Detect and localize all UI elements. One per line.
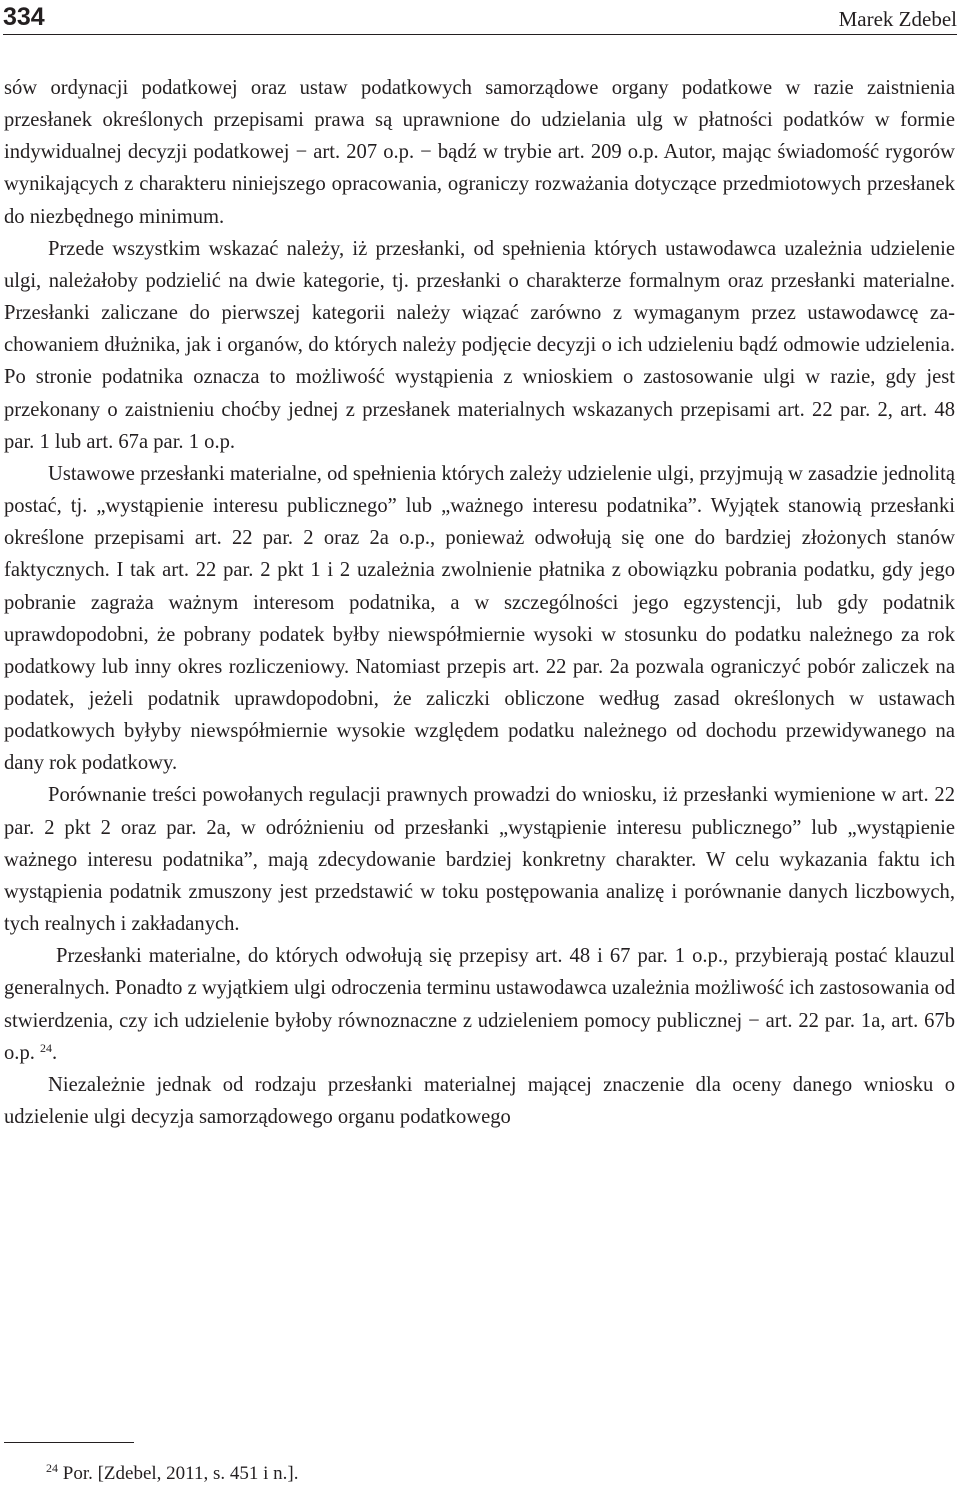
paragraph: sów ordynacji podatkowej oraz ustaw podatkowych samorządowe organy podatkowe w razie zaistnienia przesłanek określonych przepisami prawa są uprawnione do udzielania ulg w płatności podatków w formie indywidualnej decyzji podatkowej − art. 207 o.p. − bądź w trybie art. 209 o.p. Autor, mając świadomość rygorów wynikających z charakteru niniejszego opracowania, ograniczy rozważania dotyczące przedmiotowych przesłanek do niezbędnego minimum. bbox=[4, 77, 955, 228]
paragraph-text: Przesłanki materialne, do których odwołują się przepisy art. 48 i 67 par. 1 o.p., przybierają postać klauzul generalnych. Ponadto z wyjątkiem ulgi odroczenia terminu ustawodawca uzależnia możliwość ich zastosowania od stwierdzenia, czy ich udzielenie byłoby równoznaczne z udzieleniem pomocy publicznej − art. 22 par. 1a, art. 67b o.p. bbox=[4, 945, 955, 1064]
paragraph: Przede wszystkim wskazać należy, iż przesłanki, od spełnienia których ustawodawca uzależnia udzielenie ulgi, należałoby podzielić na dwie kategorie, tj. przesłanki o charakterze formalnym oraz przesłanki materialne. Przesłanki zaliczane do pierwszej kategorii należy wiązać zarówno z wymaganym przez ustawodawcę zachowaniem dłużnika, jak i organów, do których należy podjęcie decyzji o ich udzieleniu bądź odmowie udzielenia. Po stronie podatnika oznacza to możliwość wystąpienia z wnioskiem o zastosowanie ulgi w razie, gdy jest przekonany o zaistnieniu choćby jednej z przesłanek materialnych wskazanych przepisami art. 22 par. 2, art. 48 par. 1 lub art. 67a par. 1 o.p. bbox=[4, 237, 955, 453]
paragraph: Niezależnie jednak od rodzaju przesłanki materialnej mającej znaczenie dla oceny danego wniosku o udzielenie ulgi decyzja samorządowego organu podatkowego bbox=[4, 1073, 955, 1128]
paragraph-tail: . bbox=[52, 1041, 58, 1064]
page-number: 334 bbox=[3, 3, 45, 31]
footnote-text: Por. [Zdebel, 2011, s. 451 i n.]. bbox=[62, 1463, 299, 1484]
paragraph bbox=[4, 940, 955, 1069]
paragraph: Ustawowe przesłanki materialne, od spełnienia których zależy udzielenie ulgi, przyjmują w zasadzie jednolitą postać, tj. „wystąpienie interesu publicznego” lub „ważnego interesu podatnika”. Wyjątek stanowią przesłanki określone przepisami art. 22 par. 2 oraz 2a o.p., ponieważ odwołują się one do bardziej złożonych stanów faktycznych. I tak art. 22 par. 2 pkt 1 i 2 uzależnia zwolnienie płatnika z obowiązku pobrania podatku, gdy jego pobranie zagraża ważnym interesom podatnika, a w szczególności jego egzystencji, lub gdy podatnik uprawdopodobni, że pobrany podatek byłby niewspółmiernie wysoki w stosunku do podatku należnego za rok podatkowy lub inny okres rozliczeniowy. Natomiast przepis art. 22 par. 2a pozwala ograniczyć pobór zaliczek na podatek, jeżeli podatnik uprawdopodobni, że zaliczki obliczone według zasad określonych w ustawach podatkowych byłyby niewspółmiernie wysokie względem podatku należnego od dochodu przewidywanego na dany rok podatkowy. bbox=[4, 462, 955, 775]
page-header bbox=[3, 4, 957, 35]
footnote-number: 24 bbox=[46, 1461, 58, 1475]
footnote-reference: 24 bbox=[40, 1040, 53, 1055]
footnote-divider bbox=[4, 1442, 134, 1443]
footnote bbox=[46, 1462, 298, 1486]
running-head-author: Marek Zdebel bbox=[838, 7, 957, 31]
paragraph: Porównanie treści powołanych regulacji prawnych prowadzi do wniosku, iż przesłanki wymienione w art. 22 par. 2 pkt 2 oraz par. 2a, w odróżnieniu od przesłanki „wystąpienie interesu publicznego” lub „wystąpienie ważnego interesu podatnika”, mają zdecydowanie bardziej konkretny charakter. W celu wykazania faktu ich wystąpienia podatnik zmuszony jest przedstawić w toku postępowania analizę i porównanie danych liczbowych, tych realnych i zakładanych. bbox=[4, 784, 955, 936]
body-text bbox=[4, 72, 955, 1133]
